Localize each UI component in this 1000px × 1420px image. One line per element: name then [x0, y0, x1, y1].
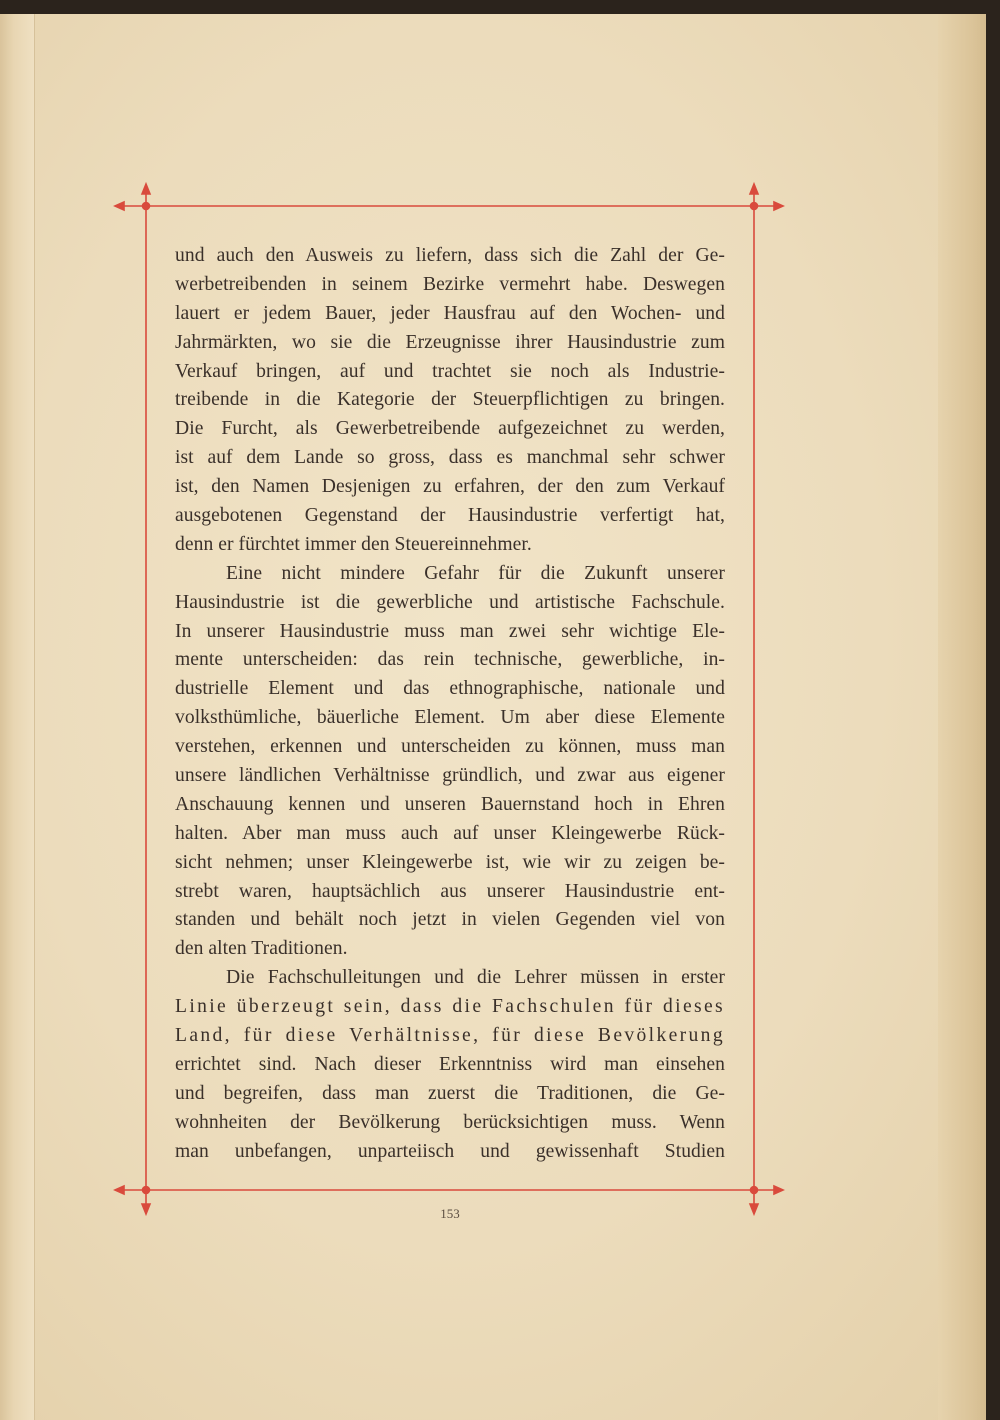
text-line: errichtet sind. Nach dieser Erkenntniss wird man einsehen — [175, 1053, 725, 1075]
text-line: Hausindustrie ist die gewerbliche und artistische Fachschule. — [175, 591, 725, 613]
page-number: 153 — [440, 1206, 460, 1221]
text-line: strebt waren, hauptsächlich aus unserer Hausindustrie ent- — [175, 880, 725, 902]
text-line: In unserer Hausindustrie muss man zwei sehr wichtige Ele- — [175, 620, 725, 642]
text-line: treibende in die Kategorie der Steuerpflichtigen zu bringen. — [175, 389, 725, 411]
text-line: lauert er jedem Bauer, jeder Hausfrau auf den Wochen- und — [175, 302, 725, 324]
text-line: Eine nicht mindere Gefahr für die Zukunft unserer — [226, 562, 725, 584]
text-line: man unbefangen, unparteiisch und gewissenhaft Studien — [175, 1140, 725, 1162]
text-line: und begreifen, dass man zuerst die Traditionen, die Ge- — [175, 1082, 725, 1104]
text-line: den alten Traditionen. — [175, 938, 348, 960]
text-line: Verkauf bringen, auf und trachtet sie noch als Industrie- — [175, 360, 725, 382]
text-line: ist, den Namen Desjenigen zu erfahren, der den zum Verkauf — [175, 476, 725, 498]
text-line: wohnheiten der Bevölkerung berücksichtigen muss. Wenn — [175, 1111, 725, 1133]
text-line: ist auf dem Lande so gross, dass es manchmal sehr schwer — [175, 447, 725, 469]
text-line: Die Fachschulleitungen und die Lehrer müssen in erster — [226, 967, 725, 989]
text-line: dustrielle Element und das ethnographische, nationale und — [175, 678, 725, 700]
text-line: standen und behält noch jetzt in vielen Gegenden viel von — [175, 909, 725, 931]
text-line-spaced: Linie überzeugt sein, dass die Fachschulen für dieses — [175, 996, 725, 1018]
text-line: volksthümliche, bäuerliche Element. Um aber diese Elemente — [175, 707, 725, 729]
text-line-spaced: Land, für diese Verhältnisse, für diese Bevölkerung — [175, 1025, 725, 1047]
text-line: unsere ländlichen Verhältnisse gründlich, und zwar aus eigener — [175, 765, 725, 787]
text-line: Jahrmärkten, wo sie die Erzeugnisse ihrer Hausindustrie zum — [175, 331, 725, 353]
text-line: denn er fürchtet immer den Steuereinnehmer. — [175, 533, 532, 555]
text-line: halten. Aber man muss auch auf unser Kleingewerbe Rück- — [175, 822, 725, 844]
text-line: verstehen, erkennen und unterscheiden zu können, muss man — [175, 736, 725, 758]
text-line: Anschauung kennen und unseren Bauernstand hoch in Ehren — [175, 793, 725, 815]
text-line: und auch den Ausweis zu liefern, dass sich die Zahl der Ge- — [175, 245, 725, 266]
text-line: sicht nehmen; unser Kleingewerbe ist, wie wir zu zeigen be- — [175, 851, 725, 873]
text-line: ausgebotenen Gegenstand der Hausindustrie verfertigt hat, — [175, 505, 725, 527]
text-line: werbetreibenden in seinem Bezirke vermehrt habe. Deswegen — [175, 273, 725, 295]
body-text — [175, 242, 725, 1167]
text-line: mente unterscheiden: das rein technische, gewerbliche, in- — [175, 649, 725, 671]
text-line: Die Furcht, als Gewerbetreibende aufgezeichnet zu werden, — [175, 418, 725, 440]
